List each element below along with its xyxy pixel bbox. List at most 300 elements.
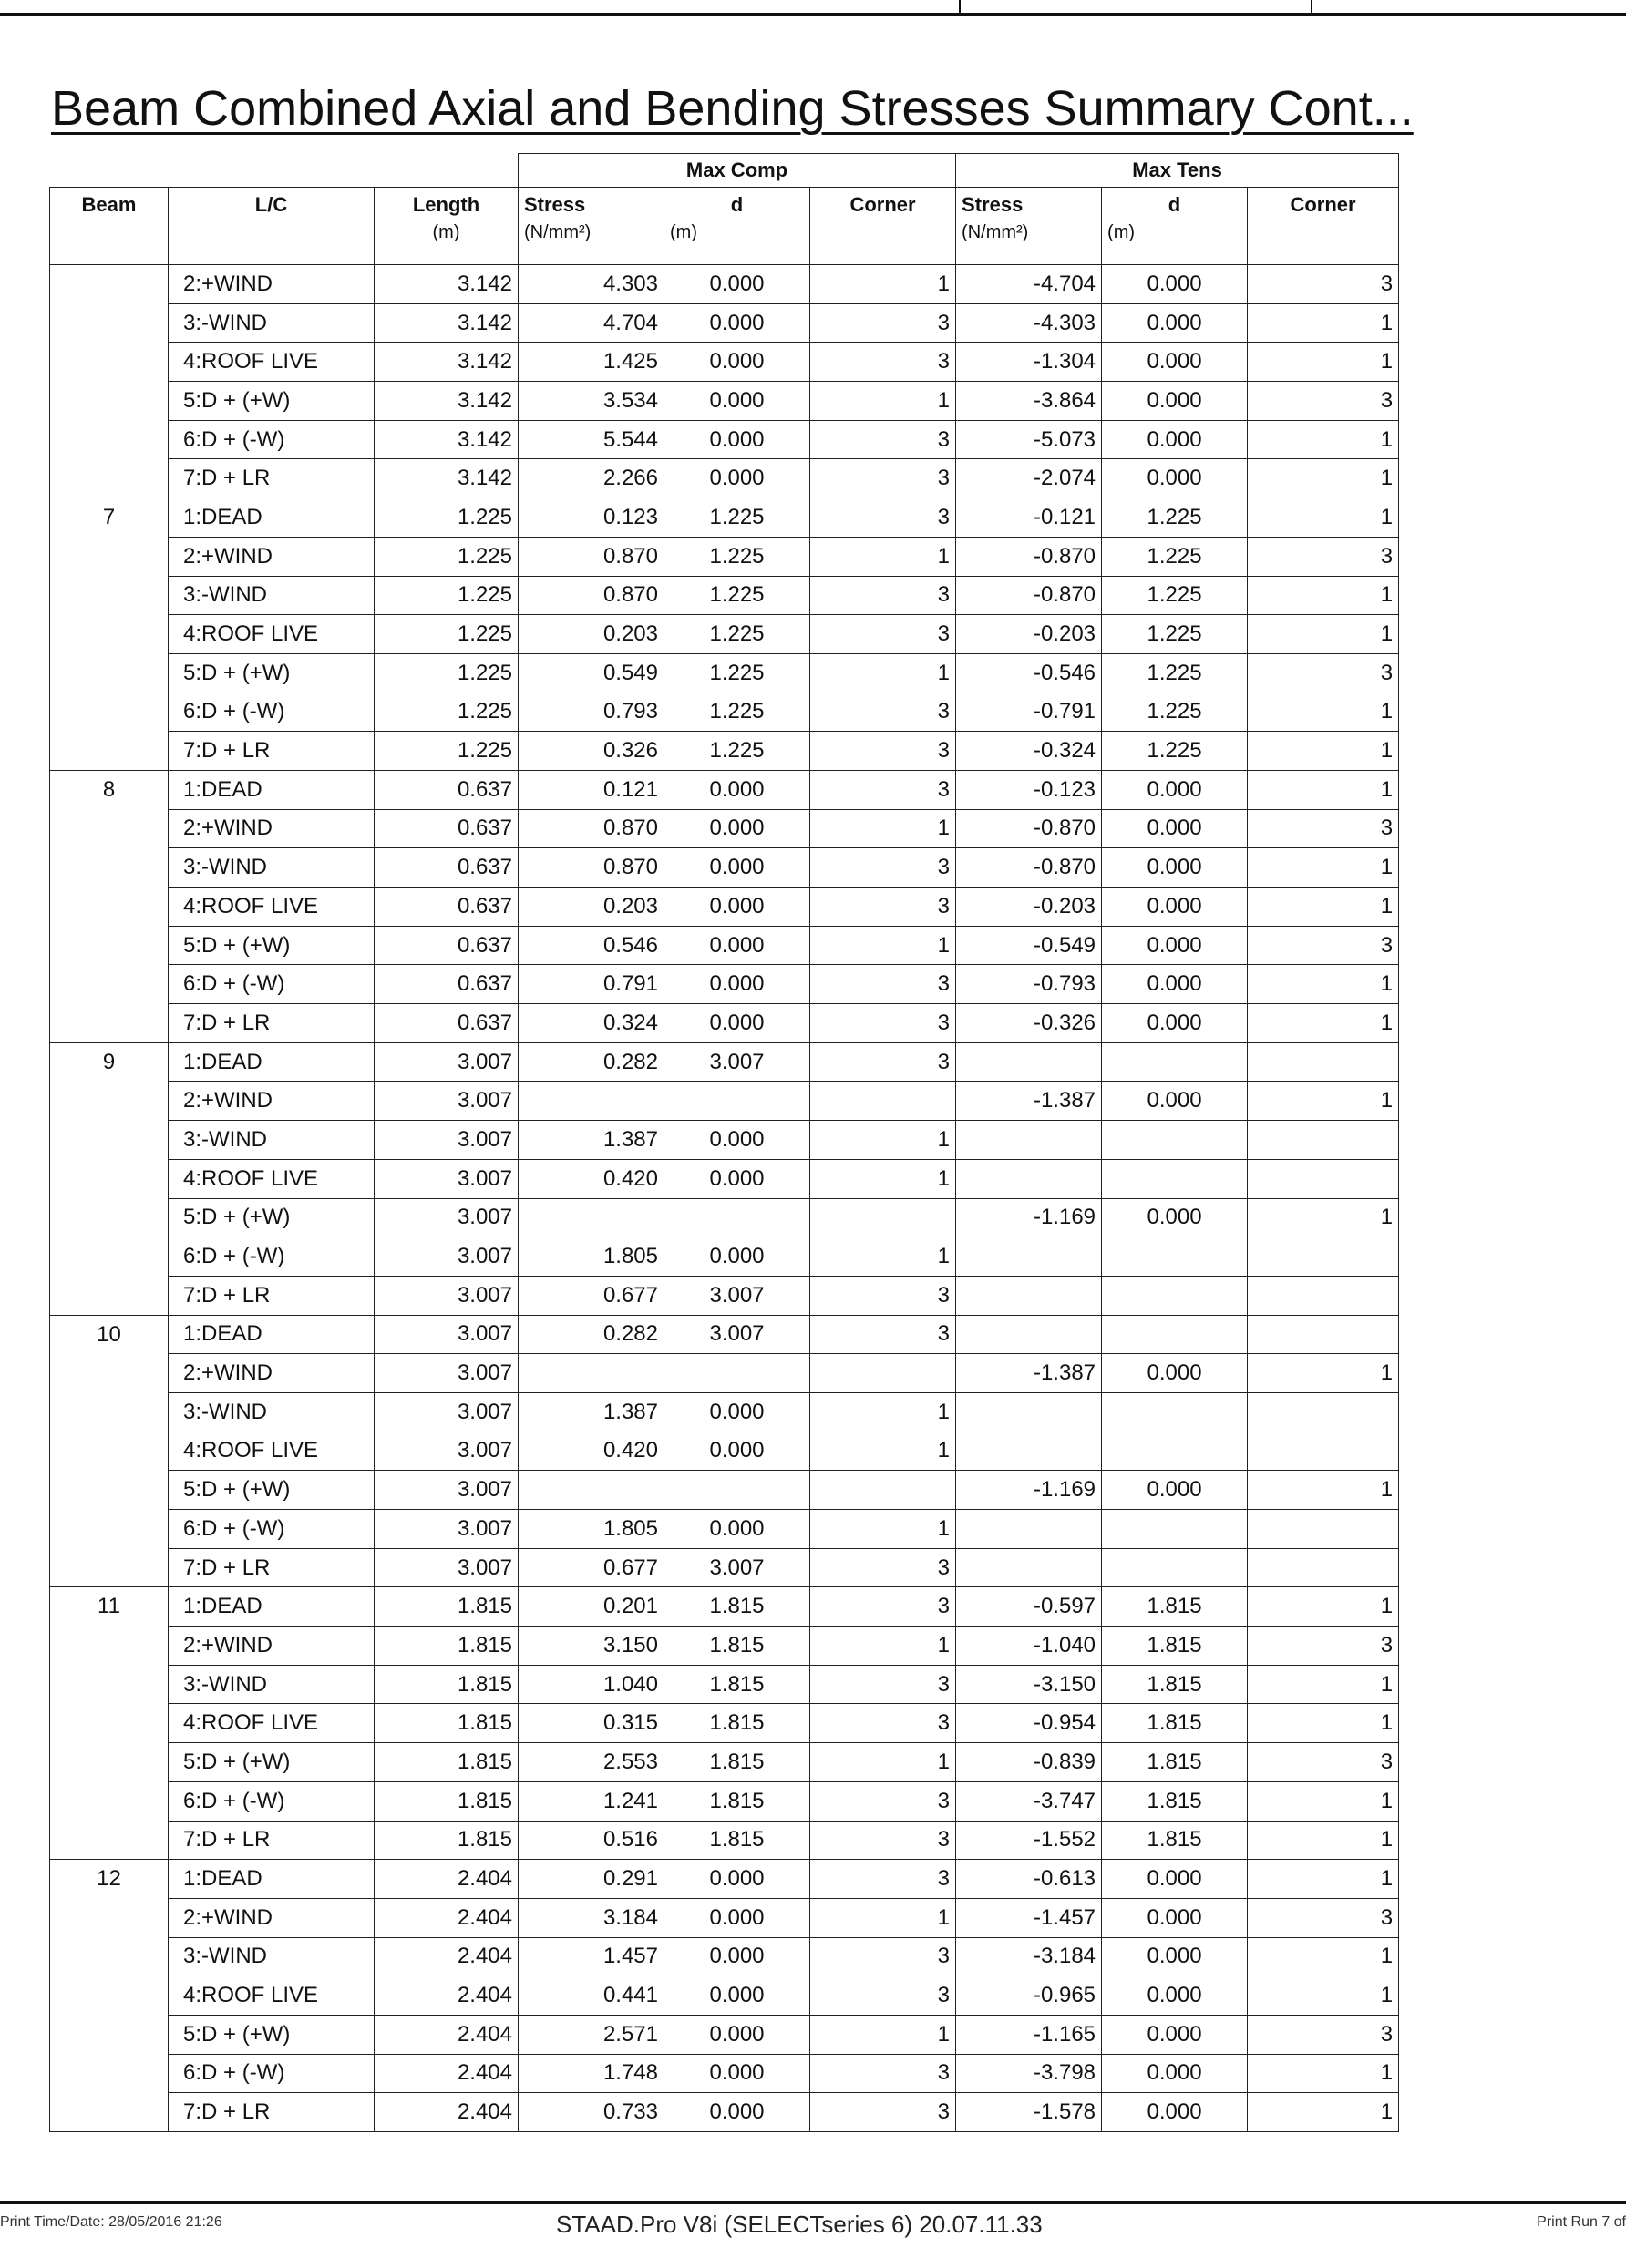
comp-d-cell: 0.000 <box>664 1392 810 1432</box>
lc-cell: 5:D + (+W) <box>169 1743 375 1782</box>
tens-corner-cell: 1 <box>1248 2054 1399 2093</box>
table-row <box>50 1665 1399 1704</box>
tens-corner-cell <box>1248 1276 1399 1315</box>
tens-stress-cell <box>956 1159 1102 1198</box>
table-row <box>50 1627 1399 1666</box>
lc-cell: 1:DEAD <box>169 1315 375 1354</box>
comp-d-cell <box>664 1198 810 1237</box>
comp-corner-cell: 3 <box>810 1587 956 1627</box>
lc-cell: 5:D + (+W) <box>169 1198 375 1237</box>
length-cell: 0.637 <box>375 965 519 1004</box>
comp-d-cell: 0.000 <box>664 1860 810 1899</box>
tens-d-cell: 0.000 <box>1102 770 1248 809</box>
comp-stress-cell: 0.203 <box>519 615 664 654</box>
tens-stress-cell <box>956 1121 1102 1160</box>
comp-stress-cell: 0.870 <box>519 848 664 888</box>
tens-stress-cell: -1.552 <box>956 1821 1102 1860</box>
comp-corner-cell: 1 <box>810 653 956 693</box>
tens-corner-cell: 1 <box>1248 576 1399 615</box>
tens-corner-cell: 1 <box>1248 1704 1399 1743</box>
tens-d-cell: 0.000 <box>1102 420 1248 459</box>
tens-stress-cell: -0.954 <box>956 1704 1102 1743</box>
comp-stress-cell: 1.040 <box>519 1665 664 1704</box>
comp-corner-cell: 3 <box>810 965 956 1004</box>
comp-d-cell: 1.815 <box>664 1781 810 1821</box>
comp-corner-cell: 1 <box>810 1432 956 1471</box>
tens-d-cell <box>1102 1276 1248 1315</box>
tens-d-cell: 1.225 <box>1102 576 1248 615</box>
comp-stress-cell: 0.123 <box>519 498 664 538</box>
tens-d-cell: 1.815 <box>1102 1704 1248 1743</box>
tens-stress-cell <box>956 1237 1102 1277</box>
table-row <box>50 1121 1399 1160</box>
tens-d-cell: 0.000 <box>1102 303 1248 343</box>
length-cell: 3.007 <box>375 1159 519 1198</box>
tens-corner-cell: 1 <box>1248 693 1399 732</box>
length-cell: 3.007 <box>375 1315 519 1354</box>
comp-d-cell: 0.000 <box>664 1004 810 1043</box>
comp-corner-cell: 1 <box>810 265 956 304</box>
lc-cell: 2:+WIND <box>169 1354 375 1393</box>
beam-cell <box>50 382 169 421</box>
beam-cell <box>50 1276 169 1315</box>
length-cell: 3.007 <box>375 1510 519 1549</box>
lc-cell: 7:D + LR <box>169 1276 375 1315</box>
table-row <box>50 343 1399 382</box>
comp-d-cell: 1.225 <box>664 498 810 538</box>
tens-stress-cell: -1.040 <box>956 1627 1102 1666</box>
comp-d-cell: 1.225 <box>664 732 810 771</box>
tens-stress-cell: -1.169 <box>956 1198 1102 1237</box>
tens-stress-cell: -4.303 <box>956 303 1102 343</box>
beam-cell <box>50 1743 169 1782</box>
lc-cell: 5:D + (+W) <box>169 653 375 693</box>
length-cell: 1.225 <box>375 693 519 732</box>
comp-stress-cell: 0.549 <box>519 653 664 693</box>
tens-stress-cell <box>956 1276 1102 1315</box>
table-row <box>50 2015 1399 2054</box>
beam-cell <box>50 965 169 1004</box>
table-row <box>50 1315 1399 1354</box>
comp-corner-cell: 1 <box>810 926 956 965</box>
group-header-row <box>50 154 1399 188</box>
comp-corner-cell: 3 <box>810 420 956 459</box>
table-row <box>50 1042 1399 1082</box>
tens-corner-cell: 1 <box>1248 615 1399 654</box>
tens-d-cell: 0.000 <box>1102 848 1248 888</box>
tens-d-cell: 0.000 <box>1102 2015 1248 2054</box>
table-row <box>50 1471 1399 1510</box>
comp-d-cell: 0.000 <box>664 1121 810 1160</box>
tens-d-cell: 0.000 <box>1102 1471 1248 1510</box>
comp-corner-cell: 1 <box>810 537 956 576</box>
length-cell: 3.007 <box>375 1392 519 1432</box>
beam-cell: 8 <box>50 770 169 809</box>
length-cell: 1.225 <box>375 498 519 538</box>
length-cell: 0.637 <box>375 848 519 888</box>
length-cell: 3.007 <box>375 1354 519 1393</box>
max-comp-header: Max Comp <box>519 154 956 188</box>
tens-corner-cell: 1 <box>1248 1860 1399 1899</box>
comp-stress-cell <box>519 1471 664 1510</box>
beam-cell: 7 <box>50 498 169 538</box>
comp-stress-cell: 1.241 <box>519 1781 664 1821</box>
tens-stress-cell: -4.704 <box>956 265 1102 304</box>
tens-d-cell: 0.000 <box>1102 1354 1248 1393</box>
lc-cell: 2:+WIND <box>169 1082 375 1121</box>
comp-stress-cell <box>519 1354 664 1393</box>
tens-d-cell: 0.000 <box>1102 1082 1248 1121</box>
tens-corner-cell: 1 <box>1248 459 1399 498</box>
comp-stress-cell: 0.870 <box>519 576 664 615</box>
beam-header: Beam <box>50 188 169 265</box>
comp-corner-cell: 1 <box>810 382 956 421</box>
lc-cell: 6:D + (-W) <box>169 965 375 1004</box>
comp-stress-cell <box>519 1198 664 1237</box>
comp-stress-cell: 0.870 <box>519 809 664 848</box>
software-version: STAAD.Pro V8i (SELECTseries 6) 20.07.11.33 <box>556 2211 1043 2238</box>
beam-cell <box>50 2093 169 2132</box>
tens-corner-cell: 1 <box>1248 1354 1399 1393</box>
tens-stress-cell <box>956 1548 1102 1587</box>
length-cell: 1.815 <box>375 1781 519 1821</box>
comp-d-cell: 0.000 <box>664 1237 810 1277</box>
comp-d-cell: 0.000 <box>664 2015 810 2054</box>
comp-stress-cell: 2.266 <box>519 459 664 498</box>
table-row <box>50 732 1399 771</box>
length-cell: 3.142 <box>375 265 519 304</box>
tens-stress-cell <box>956 1315 1102 1354</box>
table-row <box>50 1976 1399 2016</box>
table-row <box>50 1704 1399 1743</box>
comp-stress-cell: 1.387 <box>519 1121 664 1160</box>
comp-d-cell: 0.000 <box>664 848 810 888</box>
tens-corner-cell: 1 <box>1248 965 1399 1004</box>
tens-stress-cell: -0.326 <box>956 1004 1102 1043</box>
lc-cell: 1:DEAD <box>169 1042 375 1082</box>
table-row <box>50 420 1399 459</box>
table-row <box>50 265 1399 304</box>
length-cell: 1.815 <box>375 1743 519 1782</box>
lc-cell: 7:D + LR <box>169 1548 375 1587</box>
tens-stress-cell: -5.073 <box>956 420 1102 459</box>
comp-corner-cell: 3 <box>810 693 956 732</box>
comp-stress-cell: 0.282 <box>519 1042 664 1082</box>
tens-d-cell: 1.225 <box>1102 615 1248 654</box>
comp-d-cell: 0.000 <box>664 382 810 421</box>
tens-stress-cell: -0.965 <box>956 1976 1102 2016</box>
length-cell: 0.637 <box>375 926 519 965</box>
comp-corner-cell: 1 <box>810 1510 956 1549</box>
length-cell: 3.142 <box>375 459 519 498</box>
tens-corner-cell: 1 <box>1248 1471 1399 1510</box>
tens-corner-cell: 1 <box>1248 888 1399 927</box>
comp-corner-cell: 3 <box>810 459 956 498</box>
length-cell: 3.007 <box>375 1082 519 1121</box>
length-cell: 3.142 <box>375 382 519 421</box>
comp-d-cell: 0.000 <box>664 888 810 927</box>
table-row <box>50 1276 1399 1315</box>
beam-cell <box>50 1082 169 1121</box>
lc-cell: 6:D + (-W) <box>169 1510 375 1549</box>
length-cell: 1.225 <box>375 732 519 771</box>
tens-corner-cell: 1 <box>1248 1082 1399 1121</box>
comp-stress-cell: 0.733 <box>519 2093 664 2132</box>
lc-cell: 4:ROOF LIVE <box>169 1976 375 2016</box>
comp-d-cell: 0.000 <box>664 1510 810 1549</box>
lc-cell: 3:-WIND <box>169 1121 375 1160</box>
table-row <box>50 1898 1399 1937</box>
beam-cell <box>50 1510 169 1549</box>
beam-cell <box>50 615 169 654</box>
comp-stress-cell: 1.805 <box>519 1510 664 1549</box>
tens-stress-cell: -3.798 <box>956 2054 1102 2093</box>
tens-corner-cell <box>1248 1432 1399 1471</box>
tens-d-cell <box>1102 1042 1248 1082</box>
lc-cell: 6:D + (-W) <box>169 693 375 732</box>
beam-cell <box>50 1432 169 1471</box>
tens-stress-cell: -0.203 <box>956 615 1102 654</box>
comp-corner-cell: 3 <box>810 498 956 538</box>
lc-cell: 2:+WIND <box>169 1898 375 1937</box>
comp-corner-cell: 3 <box>810 343 956 382</box>
table-row <box>50 1392 1399 1432</box>
tens-d-cell <box>1102 1432 1248 1471</box>
tens-d-cell: 1.815 <box>1102 1781 1248 1821</box>
tens-stress-cell: -0.123 <box>956 770 1102 809</box>
table-row <box>50 1159 1399 1198</box>
comp-corner-cell: 1 <box>810 1392 956 1432</box>
comp-stress-cell: 0.324 <box>519 1004 664 1043</box>
table-row <box>50 1354 1399 1393</box>
beam-cell <box>50 459 169 498</box>
comp-corner-cell: 3 <box>810 1665 956 1704</box>
comp-d-cell <box>664 1082 810 1121</box>
length-cell: 0.637 <box>375 888 519 927</box>
comp-corner-cell: 3 <box>810 1004 956 1043</box>
table-row <box>50 1510 1399 1549</box>
lc-cell: 1:DEAD <box>169 498 375 538</box>
comp-stress-cell: 0.326 <box>519 732 664 771</box>
beam-cell <box>50 303 169 343</box>
comp-d-cell: 1.815 <box>664 1821 810 1860</box>
tens-d-cell: 0.000 <box>1102 265 1248 304</box>
tens-stress-cell: -2.074 <box>956 459 1102 498</box>
comp-stress-cell: 0.282 <box>519 1315 664 1354</box>
tens-stress-cell: -1.165 <box>956 2015 1102 2054</box>
comp-corner-cell: 3 <box>810 1781 956 1821</box>
lc-cell: 4:ROOF LIVE <box>169 888 375 927</box>
comp-corner-header: Corner <box>810 188 956 265</box>
lc-header: L/C <box>169 188 375 265</box>
length-cell: 3.007 <box>375 1548 519 1587</box>
comp-stress-cell: 4.704 <box>519 303 664 343</box>
tens-d-cell: 0.000 <box>1102 2093 1248 2132</box>
comp-stress-cell: 4.303 <box>519 265 664 304</box>
tens-stress-cell: -0.613 <box>956 1860 1102 1899</box>
length-cell: 3.142 <box>375 420 519 459</box>
comp-stress-cell: 3.150 <box>519 1627 664 1666</box>
table-row <box>50 926 1399 965</box>
comp-d-cell: 3.007 <box>664 1042 810 1082</box>
top-rule-tick <box>959 0 961 15</box>
tens-d-cell: 0.000 <box>1102 1898 1248 1937</box>
tens-corner-cell: 3 <box>1248 1627 1399 1666</box>
tens-corner-cell: 3 <box>1248 1743 1399 1782</box>
table-row <box>50 809 1399 848</box>
table-body <box>50 265 1399 2132</box>
comp-stress-cell: 0.677 <box>519 1276 664 1315</box>
beam-cell: 12 <box>50 1860 169 1899</box>
comp-stress-cell: 0.791 <box>519 965 664 1004</box>
lc-cell: 6:D + (-W) <box>169 2054 375 2093</box>
length-cell: 1.815 <box>375 1704 519 1743</box>
tens-stress-cell: -0.870 <box>956 576 1102 615</box>
tens-corner-cell: 3 <box>1248 382 1399 421</box>
comp-d-cell: 0.000 <box>664 303 810 343</box>
table-row <box>50 303 1399 343</box>
tens-corner-cell: 1 <box>1248 303 1399 343</box>
comp-corner-cell: 1 <box>810 1743 956 1782</box>
tens-stress-cell: -0.549 <box>956 926 1102 965</box>
length-cell: 3.007 <box>375 1237 519 1277</box>
lc-cell: 2:+WIND <box>169 809 375 848</box>
tens-corner-cell: 1 <box>1248 2093 1399 2132</box>
tens-corner-cell: 1 <box>1248 1198 1399 1237</box>
tens-d-cell <box>1102 1237 1248 1277</box>
comp-d-cell: 1.815 <box>664 1704 810 1743</box>
tens-corner-cell: 3 <box>1248 265 1399 304</box>
beam-cell <box>50 576 169 615</box>
comp-d-cell: 0.000 <box>664 926 810 965</box>
comp-d-cell: 0.000 <box>664 770 810 809</box>
tens-stress-cell: -0.870 <box>956 848 1102 888</box>
tens-corner-cell: 3 <box>1248 653 1399 693</box>
table-row <box>50 1821 1399 1860</box>
length-cell: 1.225 <box>375 576 519 615</box>
length-cell: 2.404 <box>375 2015 519 2054</box>
beam-cell <box>50 653 169 693</box>
tens-d-cell: 1.815 <box>1102 1665 1248 1704</box>
comp-stress-cell: 1.805 <box>519 1237 664 1277</box>
tens-corner-cell <box>1248 1042 1399 1082</box>
comp-corner-cell: 3 <box>810 1976 956 2016</box>
max-tens-header: Max Tens <box>956 154 1399 188</box>
comp-d-cell: 0.000 <box>664 1898 810 1937</box>
lc-cell: 2:+WIND <box>169 265 375 304</box>
tens-stress-cell: -1.457 <box>956 1898 1102 1937</box>
comp-stress-cell: 0.420 <box>519 1432 664 1471</box>
lc-cell: 4:ROOF LIVE <box>169 343 375 382</box>
table-row <box>50 576 1399 615</box>
tens-d-cell: 0.000 <box>1102 1004 1248 1043</box>
tens-stress-cell: -1.387 <box>956 1354 1102 1393</box>
comp-stress-cell: 0.870 <box>519 537 664 576</box>
length-cell: 2.404 <box>375 2054 519 2093</box>
length-cell: 0.637 <box>375 1004 519 1043</box>
lc-cell: 7:D + LR <box>169 1821 375 1860</box>
tens-corner-cell: 1 <box>1248 732 1399 771</box>
beam-cell <box>50 888 169 927</box>
tens-stress-cell: -0.839 <box>956 1743 1102 1782</box>
beam-cell <box>50 1976 169 2016</box>
tens-d-cell <box>1102 1392 1248 1432</box>
page-title: Beam Combined Axial and Bending Stresses Summary Cont... <box>51 81 1414 136</box>
lc-cell: 3:-WIND <box>169 1665 375 1704</box>
beam-cell <box>50 1937 169 1976</box>
comp-stress-cell: 0.677 <box>519 1548 664 1587</box>
tens-stress-cell: -0.597 <box>956 1587 1102 1627</box>
tens-corner-cell <box>1248 1548 1399 1587</box>
length-cell: 2.404 <box>375 2093 519 2132</box>
length-cell: 1.225 <box>375 615 519 654</box>
beam-cell <box>50 732 169 771</box>
comp-d-cell: 1.225 <box>664 693 810 732</box>
comp-d-cell: 1.225 <box>664 576 810 615</box>
lc-cell: 7:D + LR <box>169 2093 375 2132</box>
tens-corner-cell: 3 <box>1248 809 1399 848</box>
tens-d-cell: 1.815 <box>1102 1743 1248 1782</box>
comp-corner-cell: 3 <box>810 1548 956 1587</box>
tens-d-cell: 0.000 <box>1102 1937 1248 1976</box>
comp-corner-cell: 3 <box>810 848 956 888</box>
comp-d-cell: 0.000 <box>664 459 810 498</box>
tens-corner-cell: 3 <box>1248 1898 1399 1937</box>
lc-cell: 6:D + (-W) <box>169 420 375 459</box>
comp-stress-cell: 2.553 <box>519 1743 664 1782</box>
beam-cell <box>50 343 169 382</box>
tens-corner-cell: 1 <box>1248 420 1399 459</box>
tens-stress-cell <box>956 1432 1102 1471</box>
length-cell: 1.225 <box>375 653 519 693</box>
comp-corner-cell: 3 <box>810 2054 956 2093</box>
tens-d-cell: 1.225 <box>1102 732 1248 771</box>
tens-stress-cell: -3.184 <box>956 1937 1102 1976</box>
comp-corner-cell: 3 <box>810 1276 956 1315</box>
tens-stress-cell: -1.169 <box>956 1471 1102 1510</box>
length-cell: 3.007 <box>375 1198 519 1237</box>
table-row <box>50 2093 1399 2132</box>
beam-cell <box>50 1898 169 1937</box>
tens-corner-cell: 1 <box>1248 848 1399 888</box>
beam-cell <box>50 693 169 732</box>
comp-corner-cell: 3 <box>810 888 956 927</box>
length-cell: 2.404 <box>375 1898 519 1937</box>
comp-stress-cell: 0.121 <box>519 770 664 809</box>
comp-corner-cell: 3 <box>810 303 956 343</box>
tens-stress-cell <box>956 1510 1102 1549</box>
tens-stress-cell <box>956 1392 1102 1432</box>
tens-stress-cell: -3.864 <box>956 382 1102 421</box>
lc-cell: 4:ROOF LIVE <box>169 615 375 654</box>
beam-cell <box>50 2015 169 2054</box>
tens-d-cell <box>1102 1548 1248 1587</box>
length-cell: 2.404 <box>375 1976 519 2016</box>
lc-cell: 3:-WIND <box>169 848 375 888</box>
tens-stress-cell: -0.546 <box>956 653 1102 693</box>
beam-cell <box>50 1781 169 1821</box>
beam-cell: 10 <box>50 1315 169 1354</box>
print-time: Print Time/Date: 28/05/2016 21:26 <box>0 2214 222 2230</box>
lc-cell: 1:DEAD <box>169 770 375 809</box>
beam-cell <box>50 926 169 965</box>
beam-cell <box>50 420 169 459</box>
footer-rule <box>0 2201 1626 2204</box>
comp-d-cell: 1.225 <box>664 615 810 654</box>
comp-corner-cell <box>810 1198 956 1237</box>
lc-cell: 7:D + LR <box>169 1004 375 1043</box>
table-row <box>50 1781 1399 1821</box>
